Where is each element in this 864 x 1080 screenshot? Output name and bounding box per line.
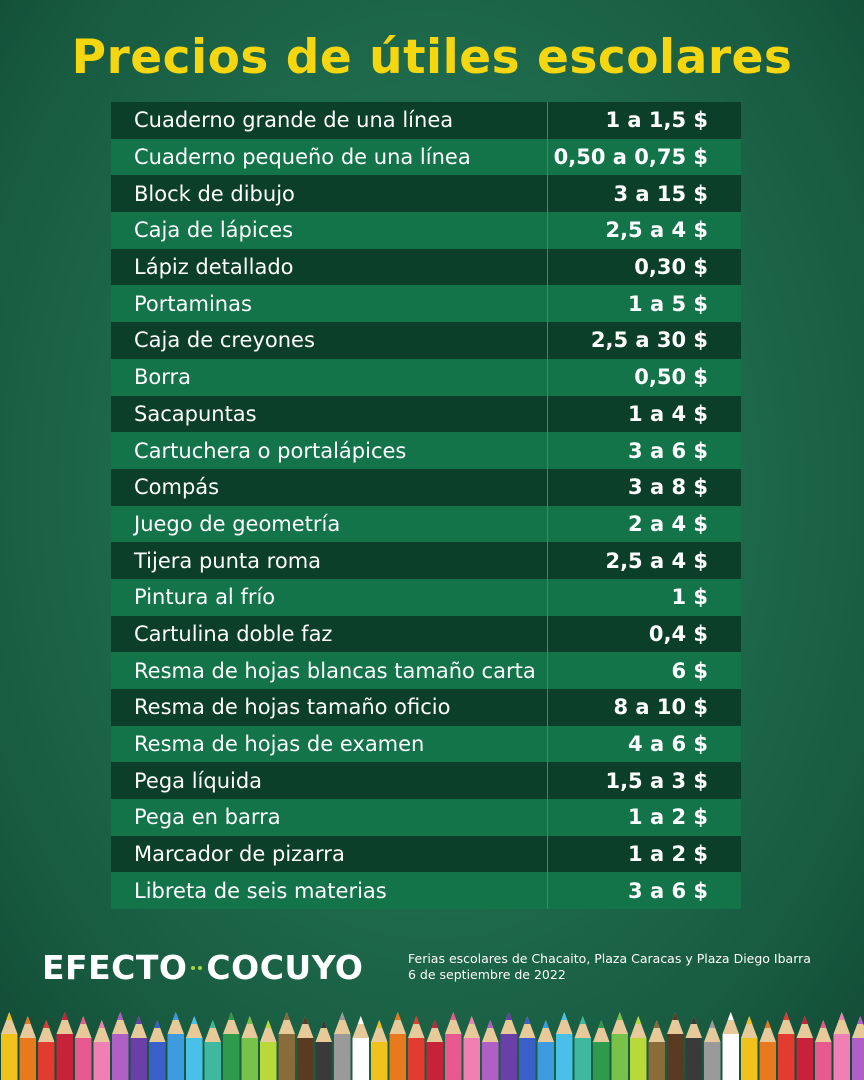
item-name: Caja de lápices: [111, 212, 548, 249]
item-price: 0,50 $: [634, 365, 708, 390]
pencil-icon: [852, 1016, 864, 1080]
table-row: [111, 175, 741, 212]
item-name: Cartulina doble faz: [111, 616, 548, 653]
table-row: [111, 762, 741, 799]
item-price: 2,5 a 30 $: [590, 328, 708, 353]
item-name: Resma de hojas blancas tamaño carta: [111, 652, 548, 689]
item-price: 2 a 4 $: [628, 511, 708, 536]
colored-pencils-decoration: [0, 1008, 864, 1080]
pencil-icon: [186, 1016, 203, 1080]
table-row: [111, 652, 741, 689]
pencil-icon: [445, 1012, 462, 1080]
item-price: 1 a 1,5 $: [605, 108, 708, 133]
pencil-icon: [353, 1016, 370, 1080]
table-row: [111, 872, 741, 909]
table-row: [111, 212, 741, 249]
item-name: Lápiz detallado: [111, 249, 548, 286]
source-note: [408, 951, 811, 983]
pencil-icon: [390, 1012, 407, 1080]
pencil-icon: [704, 1020, 721, 1080]
item-name: Pega en barra: [111, 799, 548, 836]
item-price: 0,4 $: [648, 621, 708, 646]
item-name: Portaminas: [111, 285, 548, 322]
item-price: 1 $: [671, 585, 708, 610]
item-name: Borra: [111, 359, 548, 396]
item-name: Compás: [111, 469, 548, 506]
table-row: [111, 616, 741, 653]
price-table: [111, 102, 741, 909]
pencil-icon: [538, 1020, 555, 1080]
item-price: 1 a 5 $: [628, 291, 708, 316]
table-row: [111, 249, 741, 286]
item-name: Resma de hojas de examen: [111, 726, 548, 763]
pencil-icon: [242, 1016, 259, 1080]
table-row: [111, 799, 741, 836]
pencil-icon: [723, 1012, 740, 1080]
pencil-icon: [223, 1012, 240, 1080]
pencil-icon: [131, 1016, 148, 1080]
table-row: [111, 139, 741, 176]
pencil-icon: [464, 1016, 481, 1080]
item-price: 1 a 2 $: [628, 805, 708, 830]
pencil-icon: [778, 1012, 795, 1080]
item-name: Juego de geometría: [111, 506, 548, 543]
table-row: [111, 726, 741, 763]
pencil-icon: [1, 1012, 18, 1080]
pencil-icon: [20, 1016, 37, 1080]
table-row: [111, 322, 741, 359]
item-price: 0,50 a 0,75 $: [553, 145, 708, 170]
item-price: 1,5 a 3 $: [605, 768, 708, 793]
pencil-icon: [205, 1020, 222, 1080]
item-name: Libreta de seis materias: [111, 872, 548, 909]
pencil-icon: [334, 1012, 351, 1080]
pencil-icon: [501, 1012, 518, 1080]
item-price: 3 a 6 $: [628, 878, 708, 903]
pencil-icon: [297, 1016, 314, 1080]
pencil-icon: [612, 1012, 629, 1080]
pencil-icon: [686, 1016, 703, 1080]
item-name: Cuaderno grande de una línea: [111, 102, 548, 139]
table-row: [111, 542, 741, 579]
efecto-cocuyo-logo: [42, 948, 363, 987]
pencil-icon: [112, 1012, 129, 1080]
pencil-icon: [57, 1012, 74, 1080]
item-price: 6 $: [671, 658, 708, 683]
item-name: Cartuchera o portalápices: [111, 432, 548, 469]
page-title: Precios de útiles escolares: [71, 30, 793, 85]
pencil-icon: [519, 1016, 536, 1080]
table-row: [111, 506, 741, 543]
date-line: 6 de septiembre de 2022: [408, 967, 566, 982]
item-price: 0,30 $: [634, 255, 708, 280]
pencil-icon: [649, 1020, 666, 1080]
item-name: Cuaderno pequeño de una línea: [111, 139, 548, 176]
pencil-icon: [815, 1020, 832, 1080]
table-row: [111, 836, 741, 873]
table-row: [111, 102, 741, 139]
item-name: Resma de hojas tamaño oficio: [111, 689, 548, 726]
item-price: 8 a 10 $: [613, 695, 708, 720]
table-row: [111, 469, 741, 506]
pencil-icon: [168, 1012, 185, 1080]
pencil-icon: [260, 1020, 277, 1080]
table-row: [111, 432, 741, 469]
table-row: [111, 689, 741, 726]
logo-text-efecto: EFECTO: [42, 948, 188, 987]
item-name: Tijera punta roma: [111, 542, 548, 579]
item-price: 1 a 4 $: [628, 401, 708, 426]
item-price: 3 a 15 $: [613, 181, 708, 206]
item-name: Sacapuntas: [111, 396, 548, 433]
item-price: 3 a 8 $: [628, 475, 708, 500]
pencil-icon: [593, 1020, 610, 1080]
pencil-icon: [760, 1020, 777, 1080]
item-name: Caja de creyones: [111, 322, 548, 359]
item-name: Pega líquida: [111, 762, 548, 799]
table-row: [111, 359, 741, 396]
item-price: 3 a 6 $: [628, 438, 708, 463]
pencil-icon: [575, 1016, 592, 1080]
table-row: [111, 285, 741, 322]
pencil-icon: [630, 1016, 647, 1080]
pencil-icon: [75, 1016, 92, 1080]
item-price: 4 a 6 $: [628, 732, 708, 757]
item-price: 2,5 a 4 $: [605, 548, 708, 573]
pencil-icon: [797, 1016, 814, 1080]
table-row: [111, 396, 741, 433]
pencil-icon: [94, 1020, 111, 1080]
pencil-icon: [38, 1020, 55, 1080]
pencil-icon: [316, 1020, 333, 1080]
pencil-icon: [371, 1020, 388, 1080]
pencil-icon: [149, 1020, 166, 1080]
pencil-icon: [427, 1020, 444, 1080]
item-name: Block de dibujo: [111, 175, 548, 212]
logo-dots-icon: [191, 966, 202, 970]
item-price: 2,5 a 4 $: [605, 218, 708, 243]
item-name: Pintura al frío: [111, 579, 548, 616]
source-line: Ferias escolares de Chacaito, Plaza Caracas y Plaza Diego Ibarra: [408, 951, 811, 966]
pencil-icon: [741, 1016, 758, 1080]
item-price: 1 a 2 $: [628, 842, 708, 867]
pencil-icon: [279, 1012, 296, 1080]
item-name: Marcador de pizarra: [111, 836, 548, 873]
pencil-icon: [556, 1012, 573, 1080]
table-row: [111, 579, 741, 616]
pencil-icon: [482, 1020, 499, 1080]
pencil-icon: [834, 1012, 851, 1080]
pencil-icon: [408, 1016, 425, 1080]
pencil-icon: [667, 1012, 684, 1080]
logo-text-cocuyo: COCUYO: [206, 948, 364, 987]
